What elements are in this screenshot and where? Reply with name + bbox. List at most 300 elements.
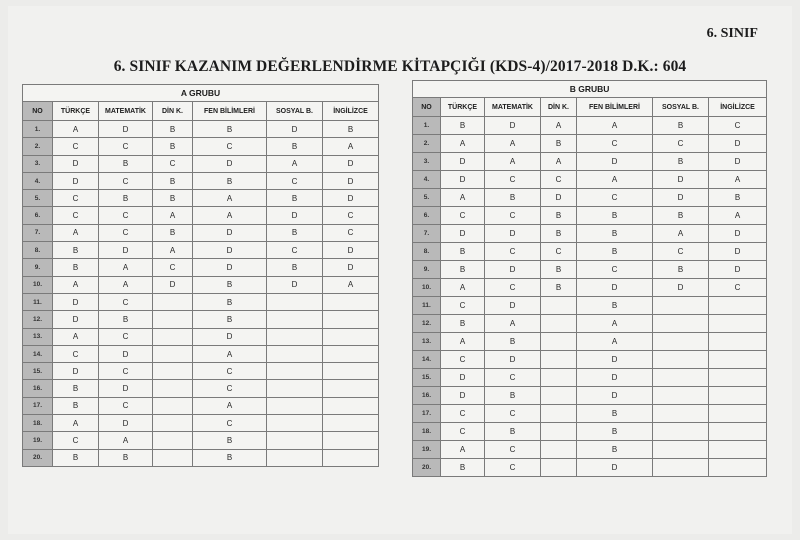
answer-cell: B: [485, 189, 541, 207]
answer-cell: [541, 405, 577, 423]
question-number: 16.: [23, 380, 53, 397]
question-number: 7.: [23, 224, 53, 241]
answer-cell: D: [99, 121, 153, 138]
answer-cell: C: [99, 328, 153, 345]
group-a-title: A GRUBU: [23, 85, 379, 102]
answer-cell: [153, 380, 193, 397]
answer-cell: D: [53, 363, 99, 380]
group-a-header-row: [23, 102, 379, 121]
answer-cell: [541, 369, 577, 387]
answer-cell: [153, 415, 193, 432]
table-row: [23, 242, 379, 259]
answer-cell: [267, 311, 323, 328]
question-number: 16.: [413, 387, 441, 405]
answer-cell: D: [323, 155, 379, 172]
answer-cell: A: [441, 135, 485, 153]
answer-cell: C: [441, 297, 485, 315]
answer-cell: D: [485, 261, 541, 279]
answer-cell: B: [541, 207, 577, 225]
answer-cell: [541, 441, 577, 459]
answer-cell: A: [193, 345, 267, 362]
answer-cell: C: [99, 207, 153, 224]
answer-cell: A: [53, 415, 99, 432]
answer-cell: [323, 432, 379, 449]
answer-cell: [267, 363, 323, 380]
question-number: 2.: [413, 135, 441, 153]
answer-cell: B: [541, 279, 577, 297]
answer-cell: B: [577, 423, 653, 441]
answer-cell: A: [323, 276, 379, 293]
answer-cell: B: [153, 121, 193, 138]
question-number: 3.: [23, 155, 53, 172]
answer-cell: C: [485, 171, 541, 189]
answer-cell: D: [653, 171, 709, 189]
answer-cell: A: [53, 328, 99, 345]
question-number: 12.: [23, 311, 53, 328]
answer-cell: D: [485, 117, 541, 135]
answer-cell: [709, 423, 767, 441]
answer-cell: D: [441, 153, 485, 171]
table-row: [23, 172, 379, 189]
answer-cell: A: [577, 117, 653, 135]
answer-cell: B: [653, 261, 709, 279]
answer-cell: D: [653, 279, 709, 297]
answer-cell: [653, 459, 709, 477]
answer-cell: [709, 387, 767, 405]
answer-cell: D: [267, 121, 323, 138]
answer-cell: C: [577, 189, 653, 207]
answer-cell: C: [99, 293, 153, 310]
answer-cell: D: [577, 459, 653, 477]
answer-cell: C: [99, 172, 153, 189]
answer-cell: B: [485, 387, 541, 405]
answer-cell: B: [485, 423, 541, 441]
answer-cell: C: [441, 207, 485, 225]
answer-cell: B: [193, 432, 267, 449]
answer-cell: D: [577, 387, 653, 405]
answer-cell: C: [99, 138, 153, 155]
column-header: İNGİLİZCE: [323, 102, 379, 121]
answer-cell: A: [485, 315, 541, 333]
answer-cell: B: [153, 224, 193, 241]
answer-cell: D: [267, 207, 323, 224]
table-row: [413, 459, 767, 477]
answer-cell: [323, 449, 379, 466]
answer-cell: [653, 441, 709, 459]
answer-cell: B: [441, 261, 485, 279]
answer-cell: D: [193, 155, 267, 172]
answer-cell: C: [485, 459, 541, 477]
column-header: NO: [23, 102, 53, 121]
answer-cell: B: [441, 315, 485, 333]
answer-cell: C: [53, 138, 99, 155]
question-number: 4.: [23, 172, 53, 189]
answer-cell: [153, 363, 193, 380]
answer-cell: A: [541, 117, 577, 135]
answer-cell: [653, 387, 709, 405]
answer-cell: A: [53, 121, 99, 138]
answer-cell: C: [709, 117, 767, 135]
column-header: DİN K.: [153, 102, 193, 121]
answer-cell: C: [193, 380, 267, 397]
answer-cell: C: [267, 172, 323, 189]
answer-cell: A: [193, 207, 267, 224]
answer-cell: A: [577, 315, 653, 333]
answer-cell: D: [193, 224, 267, 241]
question-number: 20.: [23, 449, 53, 466]
column-header: TÜRKÇE: [53, 102, 99, 121]
table-row: [413, 405, 767, 423]
table-row: [23, 380, 379, 397]
answer-cell: B: [577, 441, 653, 459]
answer-cell: B: [193, 293, 267, 310]
answer-cell: C: [153, 259, 193, 276]
table-row: [23, 155, 379, 172]
table-row: [23, 363, 379, 380]
answer-cell: [323, 415, 379, 432]
answer-cell: B: [153, 172, 193, 189]
answer-cell: B: [53, 397, 99, 414]
group-a-body: [23, 121, 379, 467]
answer-cell: [541, 297, 577, 315]
question-number: 1.: [413, 117, 441, 135]
answer-cell: [153, 397, 193, 414]
answer-cell: B: [153, 190, 193, 207]
question-number: 11.: [23, 293, 53, 310]
table-row: [413, 189, 767, 207]
table-row: [23, 415, 379, 432]
answer-cell: A: [577, 171, 653, 189]
answer-cell: D: [99, 415, 153, 432]
answer-cell: A: [99, 276, 153, 293]
answer-cell: D: [323, 172, 379, 189]
answer-cell: C: [541, 171, 577, 189]
answer-cell: D: [193, 259, 267, 276]
group-b-body: [413, 117, 767, 477]
question-number: 6.: [23, 207, 53, 224]
table-row: [413, 171, 767, 189]
answer-cell: D: [53, 172, 99, 189]
answer-cell: [541, 459, 577, 477]
answer-cell: B: [99, 190, 153, 207]
answer-cell: [709, 297, 767, 315]
column-header: DİN K.: [541, 98, 577, 117]
answer-cell: C: [153, 155, 193, 172]
question-number: 19.: [23, 432, 53, 449]
table-row: [413, 279, 767, 297]
answer-cell: D: [485, 297, 541, 315]
answer-cell: A: [709, 171, 767, 189]
answer-cell: A: [99, 432, 153, 449]
question-number: 11.: [413, 297, 441, 315]
answer-cell: A: [709, 207, 767, 225]
answer-cell: [267, 449, 323, 466]
answer-cell: [541, 315, 577, 333]
answer-cell: C: [653, 135, 709, 153]
answer-cell: B: [53, 449, 99, 466]
answer-cell: B: [99, 311, 153, 328]
answer-cell: B: [577, 225, 653, 243]
answer-cell: B: [577, 207, 653, 225]
answer-cell: C: [53, 345, 99, 362]
answer-cell: B: [53, 259, 99, 276]
answer-cell: [153, 345, 193, 362]
answer-cell: B: [193, 276, 267, 293]
answer-cell: B: [541, 135, 577, 153]
answer-cell: B: [653, 207, 709, 225]
answer-cell: [267, 293, 323, 310]
column-header: TÜRKÇE: [441, 98, 485, 117]
question-number: 6.: [413, 207, 441, 225]
answer-cell: D: [267, 276, 323, 293]
answer-cell: [323, 397, 379, 414]
table-row: [413, 135, 767, 153]
table-row: [23, 190, 379, 207]
table-row: [413, 369, 767, 387]
group-b-title: B GRUBU: [413, 81, 767, 98]
question-number: 13.: [413, 333, 441, 351]
question-number: 8.: [23, 242, 53, 259]
question-number: 2.: [23, 138, 53, 155]
question-number: 18.: [413, 423, 441, 441]
answer-cell: [267, 415, 323, 432]
group-b-table: [412, 80, 767, 477]
answer-cell: D: [323, 259, 379, 276]
answer-cell: B: [153, 138, 193, 155]
answer-cell: D: [709, 243, 767, 261]
answer-cell: A: [653, 225, 709, 243]
table-row: [413, 153, 767, 171]
answer-cell: C: [485, 405, 541, 423]
answer-cell: C: [53, 190, 99, 207]
answer-cell: [541, 423, 577, 441]
answer-cell: D: [653, 189, 709, 207]
answer-cell: C: [323, 224, 379, 241]
table-row: [413, 387, 767, 405]
table-row: [23, 276, 379, 293]
answer-cell: D: [485, 351, 541, 369]
group-a-table: [22, 84, 379, 467]
answer-cell: B: [193, 449, 267, 466]
question-number: 10.: [413, 279, 441, 297]
answer-cell: [709, 459, 767, 477]
answer-cell: D: [323, 190, 379, 207]
answer-cell: [323, 293, 379, 310]
answer-cell: D: [441, 387, 485, 405]
table-row: [413, 243, 767, 261]
answer-cell: D: [99, 242, 153, 259]
answer-cell: D: [577, 153, 653, 171]
answer-cell: [323, 345, 379, 362]
table-row: [413, 441, 767, 459]
answer-cell: A: [485, 135, 541, 153]
table-row: [23, 293, 379, 310]
answer-cell: [153, 328, 193, 345]
answer-cell: C: [485, 279, 541, 297]
answer-cell: C: [441, 405, 485, 423]
answer-cell: [153, 449, 193, 466]
table-row: [23, 207, 379, 224]
answer-cell: A: [193, 190, 267, 207]
question-number: 12.: [413, 315, 441, 333]
answer-cell: D: [53, 293, 99, 310]
question-number: 9.: [413, 261, 441, 279]
answer-cell: B: [485, 333, 541, 351]
table-row: [23, 449, 379, 466]
answer-cell: C: [53, 432, 99, 449]
answer-cell: [153, 432, 193, 449]
answer-cell: A: [53, 224, 99, 241]
page-title: 6. SINIF KAZANIM DEĞERLENDİRME KİTAPÇIĞI (KDS-4)/2017-2018 D.K.: 604: [113, 58, 687, 75]
answer-cell: C: [99, 363, 153, 380]
answer-cell: C: [193, 415, 267, 432]
table-row: [23, 328, 379, 345]
column-header: İNGİLİZCE: [709, 98, 767, 117]
answer-cell: C: [653, 243, 709, 261]
answer-cell: D: [323, 242, 379, 259]
question-number: 14.: [23, 345, 53, 362]
question-number: 17.: [413, 405, 441, 423]
answer-cell: D: [541, 189, 577, 207]
table-row: [23, 224, 379, 241]
answer-cell: C: [709, 279, 767, 297]
answer-cell: A: [441, 279, 485, 297]
answer-cell: A: [441, 441, 485, 459]
answer-cell: C: [441, 351, 485, 369]
table-row: [413, 117, 767, 135]
question-number: 17.: [23, 397, 53, 414]
table-row: [413, 297, 767, 315]
answer-cell: [709, 405, 767, 423]
answer-cell: B: [267, 138, 323, 155]
answer-cell: D: [53, 311, 99, 328]
answer-cell: [267, 432, 323, 449]
grade-label: 6. SINIF: [706, 26, 758, 41]
answer-cell: B: [577, 297, 653, 315]
question-number: 20.: [413, 459, 441, 477]
answer-cell: [653, 315, 709, 333]
answer-cell: B: [441, 459, 485, 477]
table-row: [413, 351, 767, 369]
answer-cell: B: [441, 243, 485, 261]
answer-cell: [709, 441, 767, 459]
answer-cell: C: [323, 207, 379, 224]
question-number: 5.: [413, 189, 441, 207]
answer-cell: D: [441, 225, 485, 243]
answer-cell: B: [709, 189, 767, 207]
question-number: 19.: [413, 441, 441, 459]
column-header: SOSYAL B.: [653, 98, 709, 117]
answer-cell: C: [577, 135, 653, 153]
question-number: 7.: [413, 225, 441, 243]
answer-cell: B: [653, 153, 709, 171]
answer-cell: D: [577, 351, 653, 369]
table-row: [413, 315, 767, 333]
answer-cell: B: [323, 121, 379, 138]
answer-cell: A: [193, 397, 267, 414]
answer-cell: [541, 333, 577, 351]
table-row: [413, 261, 767, 279]
answer-cell: [653, 297, 709, 315]
table-row: [413, 225, 767, 243]
answer-cell: A: [267, 155, 323, 172]
answer-cell: B: [541, 261, 577, 279]
answer-cell: C: [99, 397, 153, 414]
table-row: [23, 432, 379, 449]
answer-cell: D: [153, 276, 193, 293]
answer-cell: B: [267, 224, 323, 241]
answer-cell: A: [541, 153, 577, 171]
answer-cell: C: [267, 242, 323, 259]
question-number: 10.: [23, 276, 53, 293]
column-header: MATEMATİK: [485, 98, 541, 117]
answer-cell: [323, 311, 379, 328]
answer-cell: D: [709, 153, 767, 171]
answer-cell: D: [193, 328, 267, 345]
table-row: [23, 397, 379, 414]
answer-cell: D: [441, 369, 485, 387]
answer-cell: D: [577, 279, 653, 297]
answer-cell: B: [53, 380, 99, 397]
table-row: [23, 345, 379, 362]
group-b-header-row: [413, 98, 767, 117]
answer-cell: B: [541, 225, 577, 243]
question-number: 15.: [23, 363, 53, 380]
answer-cell: [323, 328, 379, 345]
answer-cell: B: [267, 190, 323, 207]
answer-cell: [153, 311, 193, 328]
answer-cell: A: [323, 138, 379, 155]
table-row: [413, 207, 767, 225]
answer-cell: B: [577, 405, 653, 423]
answer-cell: [709, 315, 767, 333]
table-row: [23, 311, 379, 328]
answer-cell: [653, 423, 709, 441]
answer-cell: B: [267, 259, 323, 276]
answer-cell: B: [53, 242, 99, 259]
answer-cell: A: [53, 276, 99, 293]
answer-cell: C: [577, 261, 653, 279]
answer-cell: C: [193, 363, 267, 380]
answer-cell: D: [709, 261, 767, 279]
question-number: 9.: [23, 259, 53, 276]
answer-cell: [541, 387, 577, 405]
table-row: [23, 121, 379, 138]
column-header: NO: [413, 98, 441, 117]
answer-cell: [153, 293, 193, 310]
question-number: 14.: [413, 351, 441, 369]
answer-cell: B: [653, 117, 709, 135]
answer-cell: B: [99, 155, 153, 172]
answer-cell: C: [485, 243, 541, 261]
answer-cell: D: [709, 135, 767, 153]
answer-cell: D: [485, 225, 541, 243]
table-row: [23, 138, 379, 155]
column-header: SOSYAL B.: [267, 102, 323, 121]
column-header: MATEMATİK: [99, 102, 153, 121]
answer-cell: [709, 351, 767, 369]
answer-cell: B: [193, 172, 267, 189]
answer-cell: [653, 369, 709, 387]
answer-cell: D: [709, 225, 767, 243]
answer-cell: B: [193, 121, 267, 138]
answer-cell: [541, 351, 577, 369]
answer-cell: D: [441, 171, 485, 189]
answer-cell: C: [53, 207, 99, 224]
answer-cell: [267, 345, 323, 362]
answer-cell: A: [99, 259, 153, 276]
question-number: 5.: [23, 190, 53, 207]
